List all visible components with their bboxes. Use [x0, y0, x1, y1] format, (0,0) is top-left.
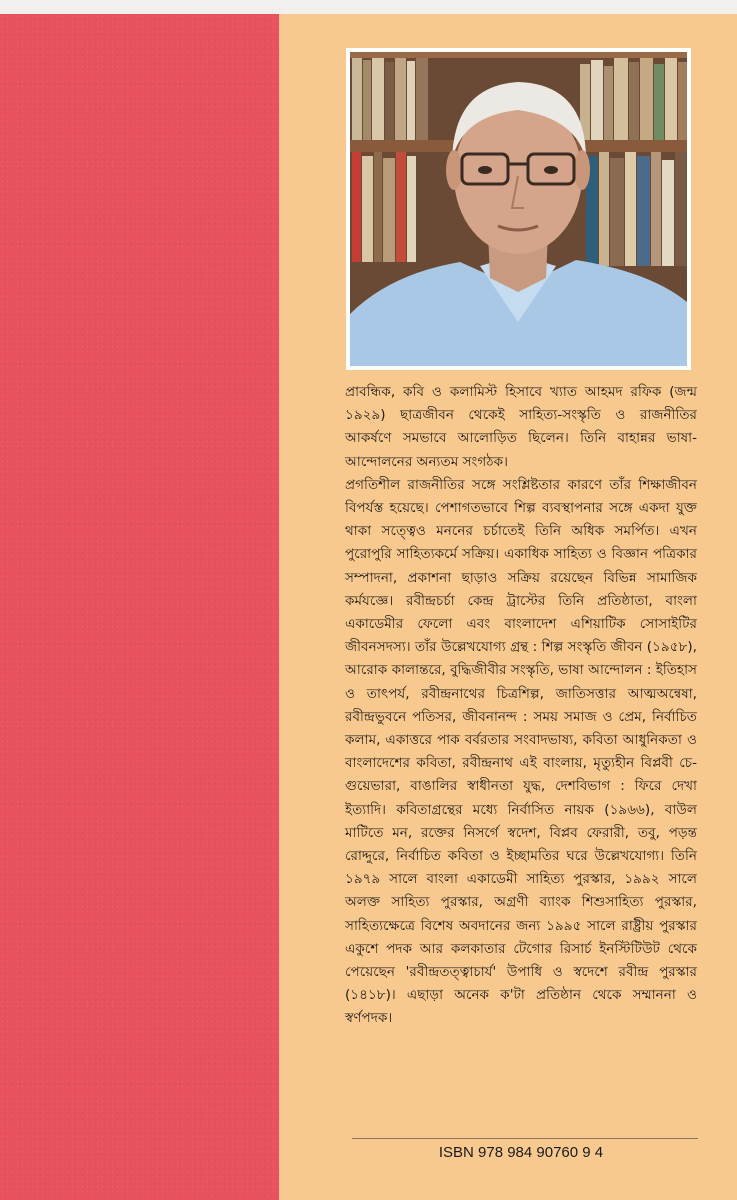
author-photo: [346, 48, 691, 370]
bio-paragraph-2: প্রগতিশীল রাজনীতির সঙ্গে সংশ্লিষ্টতার কারণে তাঁর শিক্ষাজীবন বিপর্যস্ত হয়েছে। পেশাগতভাবে শিল্প ব্যবস্থাপনার সঙ্গে একদা যুক্ত থাকা সত্ত্বেও মননের চর্চাতেই তিনি অধিক সমর্পিত। এখন পুরোপুরি সাহিত্যকর্মে সক্রিয়। একাধিক সাহিত্য ও বিজ্ঞান পত্রিকার সম্পাদনা, প্রকাশনা ছাড়াও সক্রিয় রয়েছেন বিভিন্ন সামাজিক কর্মযজ্ঞে। রবীন্দ্রচর্চা কেন্দ্র ট্রাস্টের তিনি প্রতিষ্ঠাতা, বাংলা একাডেমীর ফেলো এবং বাংলাদেশ এশিয়াটিক সোসাইটির জীবনসদস্য। তাঁর উল্লেখযোগ্য গ্রন্থ : শিল্প সংস্কৃতি জীবন (১৯৫৮), আরোক কালান্তরে, বুদ্ধিজীবীর সংস্কৃতি, ভাষা আন্দোলন : ইতিহাস ও তাৎপর্য, রবীন্দ্রনাথের চিত্রশিল্প, জাতিসত্তার আত্মঅন্বেষা, রবীন্দ্রভুবনে পতিসর, জীবনানন্দ : সময় সমাজ ও প্রেম, নির্বাচিত কলাম, একাত্তরে পাক বর্বরতার সংবাদভাষ্য, কবিতা আধুনিকতা ও বাংলাদেশের কবিতা, রবীন্দ্রনাথ এই বাংলায়, মৃত্যুহীন বিপ্লবী চে-গুয়েভারা, বাঙালির স্বাধীনতা যুদ্ধ, দেশবিভাগ : ফিরে দেখা ইত্যাদি। কবিতাগ্রন্থের মধ্যে নির্বাসিত নায়ক (১৯৬৬), বাউল মাটিতে মন, রক্তের নিসর্গে স্বদেশ, বিপ্লব ফেরারী, তবু, পড়ন্ত রোদ্দুরে, নির্বাচিত কবিতা ও ইচ্ছামতির ঘরে উল্লেখযোগ্য। তিনি ১৯৭৯ সালে বাংলা একাডেমী সাহিত্য পুরস্কার, ১৯৯২ সালে অলক্ত সাহিত্য পুরস্কার, অগ্রণী ব্যাংক শিশুসাহিত্য পুরস্কার, সাহিত্যক্ষেত্রে বিশেষ অবদানের জন্য ১৯৯৫ সালে রাষ্ট্রীয় পুরস্কার একুশে পদক আর কলকাতার টেগোর রিসার্চ ইনস্টিটিউট থেকে পেয়েছেন 'রবীন্দ্রতত্ত্বাচার্য' উপাধি ও স্বদেশে রবীন্দ্র পুরস্কার (১৪১৮)। এছাড়া অনেক ক'টা প্রতিষ্ঠান থেকে সম্মাননা ও স্বর্ণপদক।: [345, 476, 697, 1027]
isbn-divider: [352, 1138, 698, 1139]
author-portrait-image: [350, 52, 687, 366]
red-spine-panel: [0, 14, 279, 1200]
bio-paragraph-1: প্রাবন্ধিক, কবি ও কলামিস্ট হিসাবে খ্যাত আহমদ রফিক (জন্ম ১৯২৯) ছাত্রজীবন থেকেই সাহিত্য-সংস্কৃতি ও রাজনীতির আকর্ষণে সমভাবে আলোড়িত ছিলেন। তিনি বাহান্নর ভাষা-আন্দোলনের অন্যতম সংগঠক।: [345, 384, 697, 470]
author-biography: [345, 381, 697, 1031]
isbn-number: ISBN 978 984 90760 9 4: [438, 1144, 604, 1161]
top-margin-strip: [0, 0, 737, 14]
